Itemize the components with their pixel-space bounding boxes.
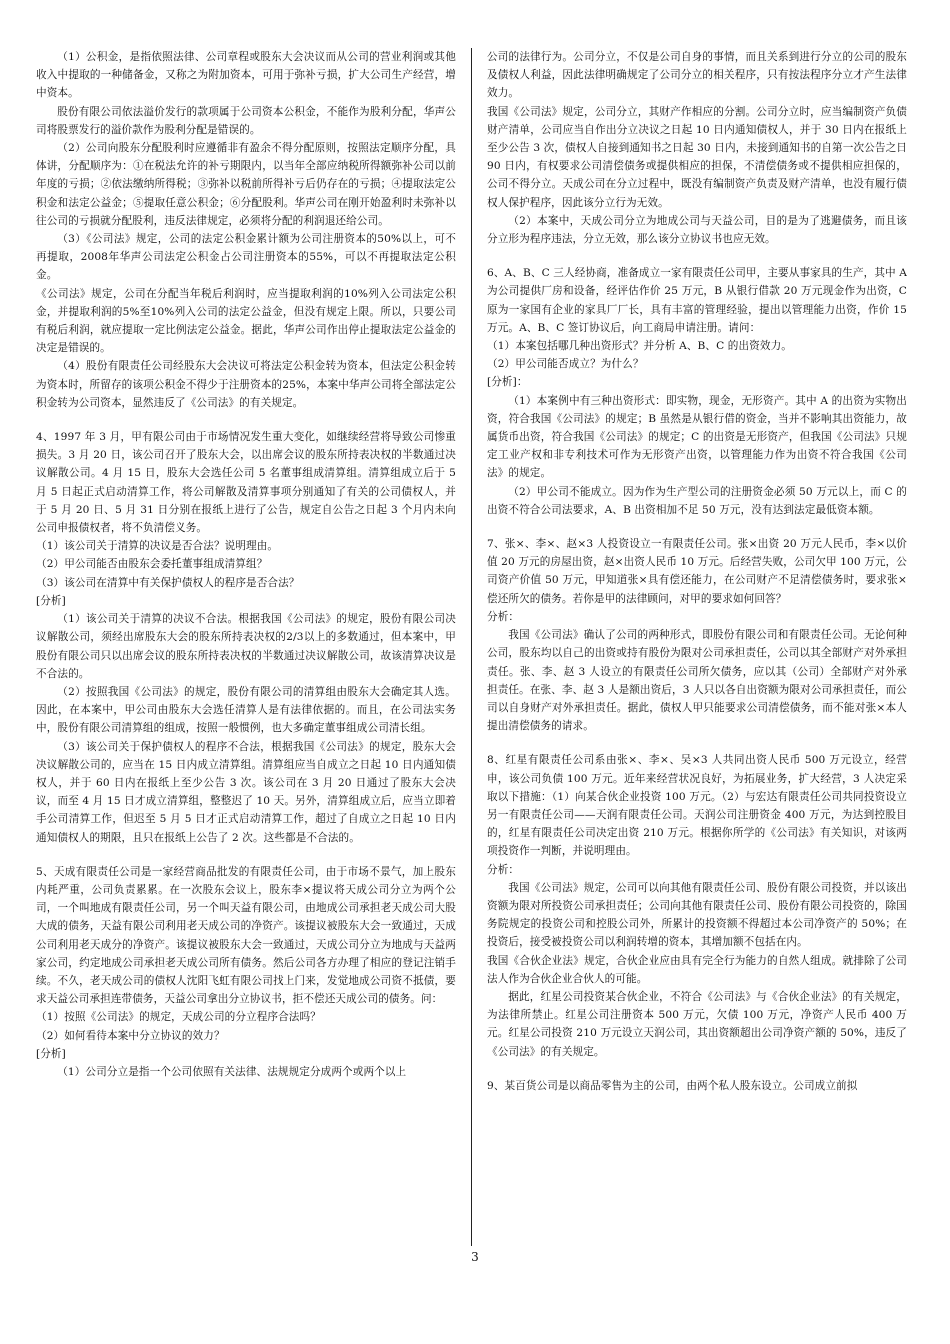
paragraph: 分析：: [487, 610, 520, 623]
paragraph: （1）本案例中有三种出资形式：即实物，现金，无形资产。其中 A 的出资为实物出资，符合我国《公司法》的规定；B 虽然是从银行借的资金，当并不影响其出资能力，故属货币出资，符合我国《公司法》的规定；C 的出资是无形资产，但我国《公司法》只规定工业产权和非专利技术可作为无形资产出资，以管理能力作为出资不符合我国《公司法》的规定。: [487, 394, 907, 480]
paragraph: （2）甲公司能否成立？为什么？: [487, 358, 644, 371]
paragraph: （1）公积金，是指依照法律、公司章程或股东大会决议而从公司的营业利润或其他收入中提取的一种储备金，又称之为附加资本，可用于弥补亏损，扩大公司生产经营，增中资本。: [36, 51, 456, 100]
paragraph: [分析]：: [487, 376, 528, 389]
paragraph: 8、红星有限责任公司系由张×、李×、吴×3 人共同出资人民币 500 万元设立，经营申，该公司负债 100 万元。近年来经营状况良好，为拓展业务，扩大经营，3 人决定采取以下措施：（1）向某合伙企业投资 100 万元。（2）与宏达有限责任公司共同投资设立另一有限责任公司——天润有限责任公司。天润公司注册资金 400 万元，为达到控股目的，红星有限责任公司决定出资 210 万元。根据你所学的《公司法》有关知识，对该两项投资作一判断，并说明理由。: [487, 754, 907, 858]
paragraph: 公司的法律行为。公司分立，不仅是公司自身的事情，而且关系到进行分立的公司的股东及债权人利益，因此法律明确规定了公司分立的相关程序，只有按法程序分立才产生法律效力。: [487, 51, 907, 100]
paragraph: （1）该公司关于清算的决议不合法。根据我国《公司法》的规定，股份有限公司决议解散公司，须经出席股东大会的股东所持表决权的2/3以上的多数通过，但本案中，甲股份有限公司只以出席会议的股东所持表决权的半数通过决议解散公司，故该清算决议是不合法的。: [36, 613, 456, 680]
paragraph: 7、张×、李×、赵×3 人投资设立一有限责任公司。张×出资 20 万元人民币，李×以价值 20 万元的房屋出资，赵×出资人民币 10 万元。后经营失败，公司欠甲 100 万元，公司资产价值 50 万元，甲知道张×具有偿还能力，在公司财产不足清偿债务时，要求张×偿还所欠的债务。若你是甲的法律顾问，对甲的要求如何回答？: [487, 538, 907, 605]
page-number: 3: [471, 1250, 479, 1264]
paragraph: （3）该公司在清算中有关保护债权人的程序是否合法？: [36, 576, 300, 589]
paragraph: （2）甲公司不能成立。因为作为生产型公司的注册资金必须 50 万元以上，而 C 的出资不符合公司法要求，A、B 出资相加不足 50 万元，没有达到法定最低资本额。: [487, 485, 907, 516]
paragraph: 4、1997 年 3 月，甲有限公司由于市场情况发生重大变化，如继续经营将导致公司惨重损失。3 月 20 日，该公司召开了股东大会，以出席会议的股东所持表决权的半数通过决议解散公司。4 月 15 日，股东大会选任公司 5 名董事组成清算组。清算组成立后于 5 月 5 日起正式启动清算工作，将公司解散及清算事项分别通知了有关的公司债权人，并于 5 月 20 日、5 月 31 日分别在报纸上进行了公告，规定自公告之日起 3 个月内未向公司申报债权者，将不负清偿义务。: [36, 431, 456, 535]
paragraph: （3）《公司法》规定，公司的法定公积金累计额为公司注册资本的50%以上，可不再提取，2008年华声公司法定公积金占公司注册资本的55%，可以不再提取法定公积金。: [36, 233, 456, 282]
paragraph-gap: [487, 248, 907, 264]
paragraph: 9、某百货公司是以商品零售为主的公司，由两个私人股东设立。公司成立前拟: [487, 1079, 858, 1092]
paragraph: 我国《合伙企业法》规定，合伙企业应由具有完全行为能力的自然人组成。就排除了公司法人作为合伙企业合伙人的可能。: [487, 954, 907, 985]
paragraph: （4）股份有限责任公司经股东大会决议可将法定公积金转为资本，但法定公积金转为资本时，所留存的该项公积金不得少于注册资本的25%，本案中华声公司将全部法定公积金转为公司资本，显然违反了《公司法》的有关规定。: [36, 360, 456, 409]
paragraph: （1）本案包括哪几种出资形式？并分析 A、B、C 的出资效力。: [487, 340, 792, 353]
paragraph-gap: [487, 519, 907, 535]
paragraph: 分析：: [487, 863, 520, 876]
paragraph: （2）甲公司能否由股东会委托董事组成清算组？: [36, 558, 268, 571]
paragraph: 《公司法》规定，公司在分配当年税后利润时，应当提取利润的10%列入公司法定公积金，并提取利润的5%至10%列入公司的法定公益金，但没有规定上限。所以，只要公司有税后利润，就应提取一定比例法定公益金。据此，华声公司作出停止提取法定公益金的决定是错误的。: [36, 287, 456, 355]
paragraph: （2）按照我国《公司法》的规定，股份有限公司的清算组由股东大会确定其人选。因此，在本案中，甲公司由股东大会选任清算人是有法律依据的。而且，在公司法实务中，股份有限公司清算组的组成，按照一般惯例，也大多确定董事组成公司清长组。: [36, 685, 456, 735]
right-column: [487, 48, 907, 1095]
paragraph: 6、A、B、C 三人经协商，准备成立一家有限责任公司甲，主要从事家具的生产，其中 A 为公司提供厂房和设备，经评估作价 25 万元，B 从银行借款 20 万元现金作为出资，C 原为一家国有企业的家具厂厂长，具有丰富的管理经验，提出以管理能力出资，作价 15 万元。A、B、C 签订协议后，向工商局申请注册。请问：: [487, 267, 907, 334]
paragraph-gap: [36, 847, 456, 863]
paragraph: 我国《公司法》确认了公司的两种形式，即股份有限公司和有限责任公司。无论何种公司，股东均以自己的出资或持有股份为限对公司承担责任，公司以其全部财产对外承担责任。张、李、赵 3 人设立的有限责任公司所欠债务，应以其（公司）全部财产对外承担责任。在张、李、赵 3 人是额出资后，3 人只以各自出资额为限对公司承担责任，而公司以自身财产对外承担责任。据此，债权人甲只能要求公司清偿债务，而不能对张×本人提出清偿债务的请求。: [487, 629, 907, 733]
paragraph: 股份有限公司依法溢价发行的款项属于公司资本公积金，不能作为股利分配，华声公司将股票发行的溢价款作为股利分配是错误的。: [36, 105, 456, 136]
paragraph: [分析]: [36, 594, 66, 607]
paragraph: （2）如何看待本案中分立协议的效力？: [36, 1029, 225, 1042]
paragraph: 我国《公司法》规定，公司可以向其他有限责任公司、股份有限公司投资，并以该出资额为限对所投资公司承担责任；公司向其他有限责任公司、股份有限公司投资的，除国务院规定的投资公司和控股公司外，所累计的投资额不得超过本公司净资产的 50%；在投资后，接受被投资公司以利润转增的资本，其增加额不包括在内。: [487, 881, 907, 949]
column-divider: [471, 48, 472, 1246]
paragraph: 据此，红星公司投资某合伙企业，不符合《公司法》与《合伙企业法》的有关规定，为法律所禁止。红星公司注册资本 500 万元，欠债 100 万元，净资产人民币 400 万元。红星公司投资 210 万元设立天润公司，其出资额超出公司净资产额的 50%，违反了《公司法》的有关规定。: [487, 990, 907, 1058]
paragraph: [分析]: [36, 1047, 66, 1060]
paragraph: 我国《公司法》规定，公司分立，其财产作相应的分割。公司分立时，应当编制资产负债财产清单，公司应当自作出分立决议之日起 10 日内通知债权人，并于 30 日内在报纸上至少公告 3 次，债权人自接到通知书之日起 30 日内，未接到通知书的自第一次公告之日 90 日内，有权要求公司清偿债务或提供相应的担保，不清偿债务或不提供相应担保的，公司不得分立。天成公司在分立过程中，既没有编制资产负责及财产清单，也没有履行债权人保护程序，因此该分立行为无效。: [487, 105, 907, 209]
paragraph: （3）该公司关于保护债权人的程序不合法，根据我国《公司法》的规定，股东大会决议解散公司的，应当在 15 日内成立清算组。清算组应当自成立之日起 10 日内通知债权人，并于 60 日内在报纸上至少公告 3 次。该公司在 3 月 20 日通过了股东大会决议，而至 4 月 15 日才成立清算组，整整迟了 10 天。另外，清算组成立后，应当立即着手公司清算工作，但迟至 5 月 5 日才正式启动清算工作，超过了自成立之日起 10 日内通知债权人的期限，且只在报纸上公告了 2 次。这些都是不合法的。: [36, 740, 456, 844]
paragraph: （1）该公司关于清算的决议是否合法？说明理由。: [36, 540, 279, 553]
paragraph: （2）公司向股东分配股利时应遵循非有盈余不得分配原则，按照法定顺序分配，具体讲，分配顺序为：①在税法允许的补亏期限内，以当年全部应纳税所得额弥补公司以前年度的亏损；②依法缴纳所得税；③弥补以税前所得补亏后仍存在的亏损；④提取法定公积金和法定公益金；⑤提取任意公积金；⑥分配股利。华声公司在刚开始盈利时未弥补以往公司的亏损就分配股利，违反法律规定，必须将分配的利润退还给公司。: [36, 142, 456, 227]
paragraph: 5、天成有限责任公司是一家经营商品批发的有限责任公司，由于市场不景气，加上股东内耗严重，公司负责累累。在一次股东会议上，股东李×提议将天成公司分立为两个公司，一个叫地成有限责任公司，另一个叫天益有限公司，由地成公司承担老天成公司大股大成的债务，天益有限公司利用老天成公司的净资产。该提议被股东大会一致通过，天成公司利用老天成分的净资产。该提议被股东大会一致通过，天成公司分立为地成与天益两家公司，约定地成公司承担老天成公司所有债务。然后公司各方办理了相应的登记注销手续。不久，老天成公司的债权人沈阳飞虹有限公司找上门来，发觉地成公司资不抵债，要求天益公司承担连带债务，天益公司拿出分立协议书，拒不偿还天成公司的债务。问：: [36, 865, 456, 1006]
paragraph-gap: [36, 412, 456, 428]
paragraph: （2）本案中，天成公司分立为地成公司与天益公司，目的是为了逃避债务，而且该分立形为程序违法，分立无效，那么该分立协议书也应无效。: [487, 214, 907, 246]
paragraph-gap: [487, 1061, 907, 1077]
paragraph: （1）按照《公司法》的规定，天成公司的分立程序合法吗？: [36, 1011, 321, 1024]
paragraph-gap: [487, 735, 907, 751]
left-column: [36, 48, 456, 1081]
paragraph: （1）公司分立是指一个公司依照有关法律、法规规定分成两个或两个以上: [57, 1065, 407, 1078]
